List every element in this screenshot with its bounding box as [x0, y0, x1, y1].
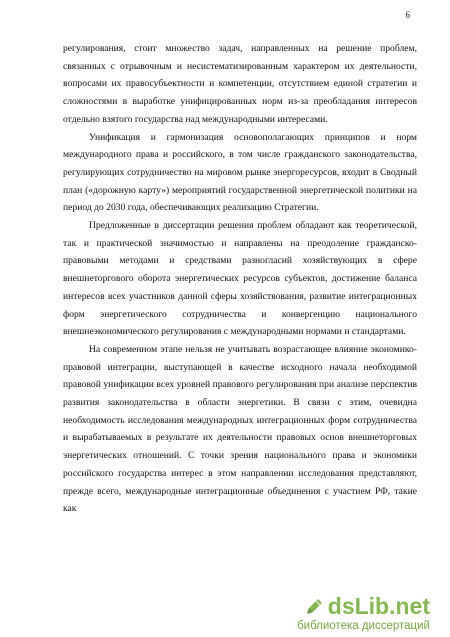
paragraph-1: регулирования, стоит множество задач, направленных на решение проблем, связанных с отрывочным и несистематизированным характером их деятельности, вопросами их правосубъектности и компетенции, отсутствием единой стратегии и сложностями в выработке унифицированных норм из-за преобладания интересов отдельно взятого государства над международными интересами.: [63, 43, 417, 125]
paragraph-2: Унификация и гармонизация основополагающих принципов и норм международного права и российского, в том числе гражданского законодательства, регулирующих сотрудничество на мировом рынке энергоресурсов, входит в Сводный план («дорожную карту») мероприятий государственной энергетической политики на период до 2030 года, обеспечивающих реализацию Стратегии.: [63, 131, 417, 214]
watermark-logo: dsLib.net: [327, 593, 430, 619]
document-body: [63, 40, 417, 518]
pencil-icon: [304, 597, 324, 617]
page-number: 6: [405, 10, 410, 20]
watermark: [297, 595, 430, 633]
paragraph-4: На современном этапе нельзя не учитывать возрастающее влияние экономико-правовой интеграции, выступающей в качестве исходного начала необходимой правовой унификации всех уровней правового регулирования при анализе перспектив развития законодательства в области энергетики. В связи с этим, очевидна необходимость исследования международных интеграционных форм сотрудничества и вырабатываемых в результате их деятельности правовых основ внешнеторговых энергетических отношений. С точки зрения национального права и экономики российского государства интерес в этом направлении исследования представляют, прежде всего, международные интеграционные объединения с участием РФ, такие как: [63, 343, 417, 515]
watermark-tagline: библиотека диссертаций: [297, 620, 430, 632]
paragraph-3: Предложенные в диссертации решения проблем обладают как теоретической, так и практической значимостью и направлены на преодоление гражданско-правовыми методами и средствами разногласий хозяйствующих в сфере внешнеторгового оборота энергетических ресурсов субъектов, достижение баланса интересов всех участников данной сферы хозяйствования, развитие интеграционных форм энергетического сотрудничества и конвергенцию национального внешнеэкономического регулирования с международными нормами и стандартами.: [63, 220, 417, 338]
